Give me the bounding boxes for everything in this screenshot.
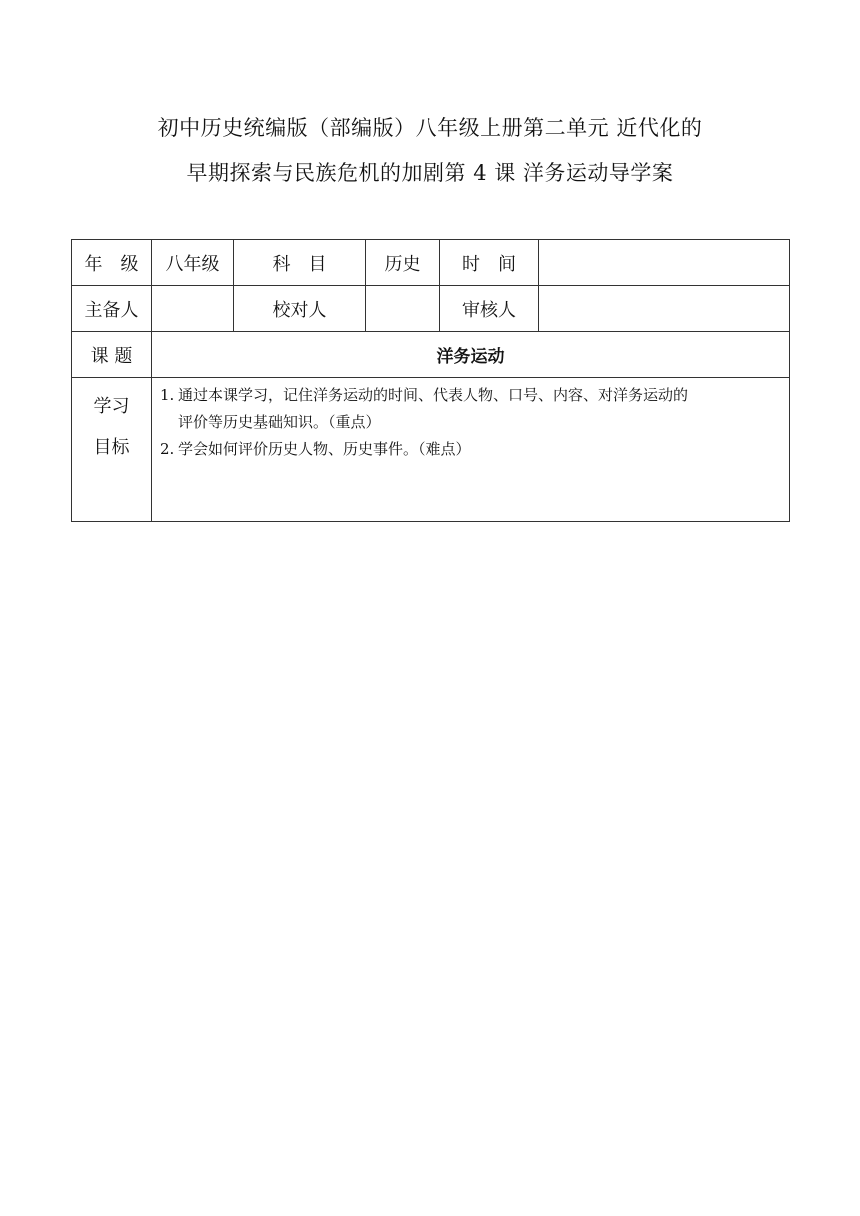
objective-number: 2. <box>160 440 175 458</box>
lesson-info-table <box>71 239 790 522</box>
objective-text: 学会如何评价历史人物、历史事件。（难点） <box>178 440 471 458</box>
objective-item-2 <box>160 436 779 463</box>
reviewer-label: 审核人 <box>440 286 539 332</box>
objective-text-continued: 评价等历史基础知识。（重点） <box>178 413 381 431</box>
table-row <box>72 378 790 522</box>
objective-item-1 <box>160 382 779 436</box>
document-title-line-1: 初中历史统编版（部编版）八年级上册第二单元 近代化的 <box>157 116 703 140</box>
proofreader-label: 校对人 <box>234 286 366 332</box>
grade-value: 八年级 <box>152 240 234 286</box>
objectives-content <box>152 378 790 522</box>
grade-label: 年 级 <box>72 240 152 286</box>
table-row <box>72 332 790 378</box>
topic-value: 洋务运动 <box>152 332 790 378</box>
objectives-label-line-1: 学习 <box>93 396 130 417</box>
objectives-label-line-2: 目标 <box>93 437 130 458</box>
objectives-label <box>72 378 152 522</box>
table-row <box>72 240 790 286</box>
subject-label: 科 目 <box>234 240 366 286</box>
time-value <box>539 240 790 286</box>
document-title-line-2: 早期探索与民族危机的加剧第 4 课 洋务运动导学案 <box>186 161 674 185</box>
table-row <box>72 286 790 332</box>
proofreader-value <box>366 286 440 332</box>
reviewer-value <box>539 286 790 332</box>
time-label: 时 间 <box>440 240 539 286</box>
topic-label: 课 题 <box>72 332 152 378</box>
subject-value: 历史 <box>366 240 440 286</box>
objective-number: 1. <box>160 386 175 404</box>
objective-text: 通过本课学习，记住洋务运动的时间、代表人物、口号、内容、对洋务运动的 <box>178 386 689 404</box>
preparer-label: 主备人 <box>72 286 152 332</box>
preparer-value <box>152 286 234 332</box>
